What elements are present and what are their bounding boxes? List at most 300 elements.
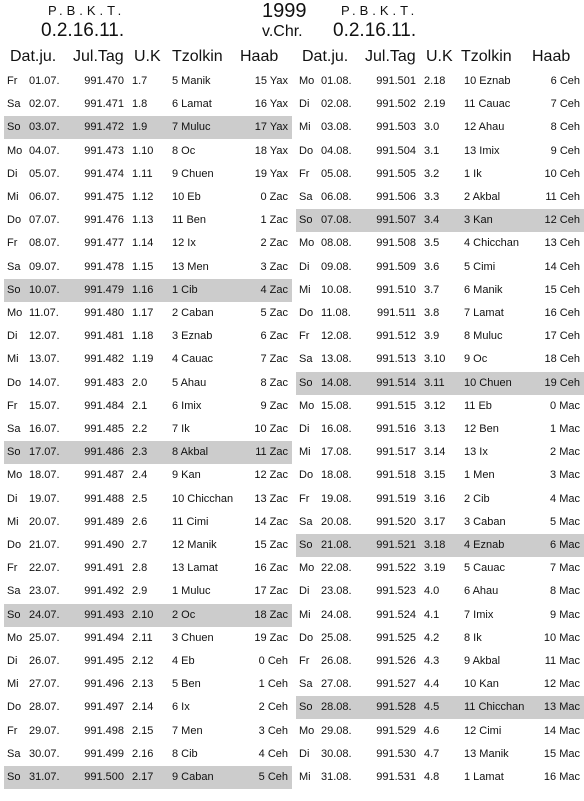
long-count-cell: 3.6 [424,260,440,273]
tzolkin-cell: 6 Manik [464,283,503,296]
col-header-uk-right: U.K [426,48,453,65]
date-cell: 27.07. [29,678,60,691]
haab-cell: 5 Ceh [258,771,288,783]
table-row [4,93,292,116]
julian-day-cell: 991.493 [84,608,124,621]
table-row [296,650,584,673]
weekday-cell: Mi [299,121,311,134]
weekday-cell: Mi [7,191,19,203]
haab-cell: 2 Ceh [258,701,288,714]
weekday-cell: Di [7,655,18,667]
julian-day-cell: 991.522 [376,562,416,575]
julian-day-cell: 991.501 [376,75,416,87]
julian-day-cell: 991.486 [84,446,124,459]
tzolkin-cell: 2 Akbal [464,191,501,203]
table-row [4,232,292,255]
col-header-julday-right: Jul.Tag [365,48,416,65]
date-cell: 08.07. [29,237,60,250]
haab-cell: 12 Ceh [544,214,580,227]
long-count-cell: 1.13 [132,214,154,227]
tzolkin-cell: 12 Cimi [464,724,502,737]
haab-cell: 18 Zac [254,608,288,621]
long-count-cell: 3.16 [424,492,446,505]
long-count-cell: 3.2 [424,167,440,180]
julian-day-cell: 991.489 [84,515,124,528]
tzolkin-cell: 9 Chuen [172,167,214,180]
date-cell: 22.07. [29,562,60,575]
long-count-cell: 1.7 [132,75,148,87]
weekday-cell: Mo [299,562,315,575]
long-count-cell: 2.2 [132,423,148,435]
julian-day-cell: 991.479 [84,283,124,296]
haab-cell: 1 Mac [550,423,580,435]
julian-day-cell: 991.500 [84,771,124,783]
julian-day-cell: 991.511 [377,307,416,319]
tzolkin-cell: 11 Cimi [172,515,209,528]
tzolkin-cell: 9 Akbal [464,655,501,667]
table-row [4,395,292,418]
haab-cell: 15 Mac [543,747,580,760]
long-count-cell: 1.16 [132,283,154,296]
haab-cell: 3 Ceh [258,724,288,737]
tzolkin-cell: 13 Imix [464,144,500,157]
weekday-cell: Do [7,701,22,714]
haab-cell: 18 Ceh [544,353,580,366]
haab-cell: 5 Zac [260,307,288,319]
table-row [296,418,584,441]
haab-cell: 9 Ceh [550,144,580,157]
right-code: 0.2.16.11. [333,20,417,41]
col-header-uk-left: U.K [134,48,161,65]
haab-cell: 12 Zac [254,469,288,482]
julian-day-cell: 991.481 [84,330,124,343]
haab-cell: 11 Mac [544,655,580,667]
long-count-cell: 3.10 [424,353,446,366]
julian-day-cell: 991.483 [84,376,124,389]
date-cell: 06.08. [321,191,352,203]
haab-cell: 14 Zac [254,515,288,528]
tzolkin-cell: 8 Cib [172,747,198,760]
haab-cell: 14 Mac [543,724,580,737]
julian-day-cell: 991.477 [84,237,124,250]
weekday-cell: Di [7,330,18,343]
haab-cell: 17 Zac [254,585,288,598]
weekday-cell: Mi [299,771,311,783]
haab-cell: 10 Zac [254,423,288,435]
weekday-cell: Do [299,631,314,644]
haab-cell: 15 Zac [254,539,288,551]
weekday-cell: Di [7,492,18,505]
haab-cell: 7 Mac [550,562,580,575]
julian-day-cell: 991.527 [376,678,416,691]
tzolkin-cell: 8 Muluc [464,330,503,343]
weekday-cell: So [7,771,21,783]
weekday-cell: Mi [299,446,311,459]
haab-cell: 8 Mac [550,585,580,598]
tzolkin-cell: 1 Men [464,469,495,482]
table-row [296,720,584,743]
year-label: 1999 [262,0,307,22]
tzolkin-cell: 13 Men [172,260,209,273]
date-cell: 23.07. [29,585,60,598]
date-cell: 14.07. [29,376,60,389]
tzolkin-cell: 7 Imix [464,608,494,621]
long-count-cell: 2.12 [132,655,154,667]
date-cell: 13.08. [321,353,352,366]
date-cell: 28.08. [321,701,352,714]
weekday-cell: So [7,446,21,459]
table-row [296,557,584,580]
tzolkin-cell: 8 Akbal [172,446,209,459]
table-row [296,93,584,116]
tzolkin-cell: 3 Chuen [172,631,214,644]
long-count-cell: 1.18 [132,330,154,343]
table-row [296,441,584,464]
long-count-cell: 1.9 [132,121,148,134]
tzolkin-cell: 7 Lamat [464,307,504,319]
julian-day-cell: 991.494 [84,631,124,644]
table-row [296,580,584,603]
long-count-cell: 2.18 [424,75,446,87]
long-count-cell: 4.6 [424,724,440,737]
table-row [4,418,292,441]
haab-cell: 16 Ceh [544,307,580,319]
weekday-cell: Fr [7,724,18,737]
haab-cell: 4 Zac [260,283,288,296]
haab-cell: 2 Zac [260,237,288,250]
date-cell: 07.08. [321,214,352,227]
table-row [4,673,292,696]
julian-day-cell: 991.526 [376,655,416,667]
haab-cell: 2 Mac [550,446,580,459]
weekday-cell: Di [7,167,18,180]
tzolkin-cell: 11 Eb [464,399,492,412]
long-count-cell: 3.13 [424,423,446,435]
long-count-cell: 3.11 [424,376,445,389]
tzolkin-cell: 9 Caban [172,771,214,783]
table-row [296,511,584,534]
table-row [296,325,584,348]
haab-cell: 17 Yax [254,121,288,134]
table-row [296,163,584,186]
long-count-cell: 3.5 [424,237,440,250]
long-count-cell: 3.8 [424,307,440,319]
long-count-cell: 2.16 [132,747,154,760]
weekday-cell: Mo [299,75,315,87]
weekday-cell: Fr [7,75,18,87]
julian-day-cell: 991.506 [376,191,416,203]
julian-day-cell: 991.484 [84,399,124,412]
long-count-cell: 3.7 [424,283,440,296]
julian-day-cell: 991.470 [84,75,124,87]
col-header-tzolkin-left: Tzolkin [172,48,223,65]
julian-day-cell: 991.504 [376,144,416,157]
weekday-cell: Di [299,423,310,435]
haab-cell: 11 Ceh [545,191,580,203]
weekday-cell: Mi [7,515,19,528]
date-cell: 01.08. [321,75,352,87]
date-cell: 27.08. [321,678,352,691]
table-row [296,696,584,719]
long-count-cell: 3.15 [424,469,446,482]
haab-cell: 3 Zac [260,260,288,273]
haab-cell: 10 Mac [543,631,580,644]
table-row [296,673,584,696]
table-row [296,186,584,209]
date-cell: 18.07. [29,469,60,482]
julian-day-cell: 991.471 [84,98,124,111]
haab-cell: 9 Mac [550,608,580,621]
table-row [4,163,292,186]
julian-day-cell: 991.472 [84,121,124,134]
weekday-cell: Do [7,214,22,227]
haab-cell: 9 Zac [260,399,288,412]
date-cell: 31.08. [321,771,352,783]
date-cell: 25.07. [29,631,60,644]
tzolkin-cell: 10 Chicchan [172,492,234,505]
left-title: P.B.K.T. [48,3,126,18]
weekday-cell: Fr [299,492,310,505]
date-cell: 12.08. [321,330,352,343]
table-row [296,766,584,789]
haab-cell: 8 Zac [260,376,288,389]
date-cell: 30.08. [321,747,352,760]
table-row [4,650,292,673]
julian-day-cell: 991.502 [376,98,416,111]
long-count-cell: 2.14 [132,701,154,714]
table-row [4,464,292,487]
table-row [296,488,584,511]
long-count-cell: 4.8 [424,771,440,783]
long-count-cell: 2.10 [132,608,154,621]
weekday-cell: Do [299,469,314,482]
julian-day-cell: 991.490 [84,539,124,551]
julian-day-cell: 991.519 [376,492,416,505]
weekday-cell: Fr [7,562,18,575]
tzolkin-cell: 7 Muluc [172,121,211,134]
date-cell: 30.07. [29,747,60,760]
weekday-cell: So [299,376,313,389]
date-cell: 18.08. [321,469,352,482]
weekday-cell: Sa [299,515,313,528]
weekday-cell: Sa [7,260,21,273]
weekday-cell: Mo [7,631,23,644]
weekday-cell: Sa [7,423,21,435]
long-count-cell: 2.13 [132,678,154,691]
date-cell: 29.08. [321,724,352,737]
julian-day-cell: 991.523 [376,585,416,598]
col-header-haab-left: Haab [240,48,279,65]
date-cell: 02.08. [321,98,352,111]
tzolkin-cell: 10 Eznab [464,75,511,87]
date-cell: 26.08. [321,655,352,667]
date-cell: 22.08. [321,562,352,575]
long-count-cell: 3.9 [424,330,440,343]
tzolkin-cell: 9 Kan [172,469,201,482]
weekday-cell: Di [299,747,310,760]
tzolkin-cell: 3 Eznab [172,330,213,343]
date-cell: 16.07. [29,423,60,435]
julian-day-cell: 991.531 [376,771,416,783]
weekday-cell: Mi [299,283,311,296]
haab-cell: 0 Ceh [258,655,288,667]
tzolkin-cell: 1 Cib [172,283,198,296]
date-cell: 03.07. [29,121,60,134]
haab-cell: 6 Zac [260,330,288,343]
weekday-cell: Mi [7,353,19,366]
date-cell: 25.08. [321,631,352,644]
weekday-cell: So [7,121,21,134]
date-cell: 03.08. [321,121,352,134]
weekday-cell: Do [299,144,314,157]
long-count-cell: 2.9 [132,585,148,598]
julian-day-cell: 991.515 [376,399,416,412]
long-count-cell: 4.5 [424,701,440,714]
long-count-cell: 4.3 [424,655,440,667]
table-row [4,372,292,395]
date-cell: 19.07. [29,492,60,505]
table-row [296,302,584,325]
haab-cell: 6 Ceh [550,75,580,87]
long-count-cell: 3.3 [424,191,440,203]
table-row [296,604,584,627]
table-row [4,488,292,511]
long-count-cell: 4.2 [424,631,440,644]
table-row [4,720,292,743]
long-count-cell: 2.7 [132,539,148,551]
tzolkin-cell: 11 Ben [172,214,207,227]
weekday-cell: Do [7,539,22,551]
long-count-cell: 1.10 [132,144,154,157]
tzolkin-cell: 3 Kan [464,214,493,227]
table-row [4,279,292,302]
tzolkin-cell: 8 Ik [464,631,482,644]
date-cell: 09.07. [29,260,60,273]
table-row [296,116,584,139]
weekday-cell: Sa [7,747,21,760]
haab-cell: 19 Ceh [544,376,580,389]
table-row [296,627,584,650]
weekday-cell: Mo [299,724,315,737]
weekday-cell: Di [299,585,310,598]
table-row [4,580,292,603]
tzolkin-cell: 7 Ik [172,423,190,435]
tzolkin-cell: 4 Eb [172,655,195,667]
haab-cell: 13 Ceh [544,237,580,250]
table-row [4,557,292,580]
weekday-cell: Mo [299,399,315,412]
julian-day-cell: 991.480 [84,307,124,319]
table-row [296,395,584,418]
weekday-cell: Fr [299,167,310,180]
date-cell: 10.07. [29,283,60,296]
julian-day-cell: 991.475 [84,191,124,203]
date-cell: 24.08. [321,608,352,621]
long-count-cell: 1.12 [132,191,154,203]
table-row [4,348,292,371]
table-row [296,209,584,232]
table-row [4,302,292,325]
date-cell: 24.07. [29,608,60,621]
tzolkin-cell: 12 Manik [172,539,217,551]
haab-cell: 3 Mac [550,469,580,482]
date-cell: 20.07. [29,515,60,528]
table-row [296,464,584,487]
table-row [296,140,584,163]
date-cell: 17.07. [29,446,60,459]
table-row [4,696,292,719]
table-row [4,511,292,534]
long-count-cell: 2.1 [132,399,148,412]
right-title: P.B.K.T. [341,3,419,18]
tzolkin-cell: 6 Imix [172,399,202,412]
tzolkin-cell: 2 Caban [172,307,214,319]
tzolkin-cell: 13 Ix [464,446,488,459]
tzolkin-cell: 4 Eznab [464,539,505,551]
haab-cell: 4 Ceh [258,747,288,760]
haab-cell: 12 Mac [543,678,580,691]
date-cell: 28.07. [29,701,60,714]
julian-day-cell: 991.514 [376,376,416,389]
long-count-cell: 1.19 [132,353,154,366]
long-count-cell: 3.18 [424,539,446,551]
table-row [4,116,292,139]
date-cell: 15.08. [321,399,352,412]
haab-cell: 19 Zac [254,631,288,644]
date-cell: 17.08. [321,446,352,459]
date-cell: 10.08. [321,283,352,296]
haab-cell: 16 Zac [254,562,288,575]
tzolkin-cell: 13 Manik [464,747,509,760]
tzolkin-cell: 5 Ben [172,678,201,691]
table-row [296,70,584,93]
table-row [4,627,292,650]
tzolkin-cell: 2 Cib [464,492,490,505]
table-row [4,441,292,464]
long-count-cell: 2.17 [132,771,154,783]
tzolkin-cell: 5 Cauac [464,562,505,575]
haab-cell: 13 Zac [254,492,288,505]
table-row [296,256,584,279]
table-row [4,534,292,557]
long-count-cell: 2.15 [132,724,154,737]
tzolkin-cell: 6 Lamat [172,98,212,111]
tzolkin-cell: 12 Ben [464,423,499,435]
haab-cell: 11 Zac [255,446,288,459]
tzolkin-cell: 6 Ix [172,701,190,714]
long-count-cell: 4.4 [424,678,440,691]
julian-day-cell: 991.516 [376,423,416,435]
weekday-cell: Mo [7,307,23,319]
col-header-date-right: Dat.ju. [302,48,349,65]
weekday-cell: Do [299,307,314,319]
date-cell: 16.08. [321,423,352,435]
table-row [4,325,292,348]
long-count-cell: 1.14 [132,237,154,250]
haab-cell: 8 Ceh [550,121,580,134]
tzolkin-cell: 12 Ix [172,237,196,250]
col-header-haab-right: Haab [532,48,571,65]
haab-cell: 18 Yax [254,144,288,157]
col-header-date-left: Dat.ju. [10,48,57,65]
weekday-cell: Mo [7,469,23,482]
julian-day-cell: 991.521 [376,539,416,551]
long-count-cell: 3.14 [424,446,446,459]
weekday-cell: So [299,214,313,227]
tzolkin-cell: 4 Cauac [172,353,213,366]
julian-day-cell: 991.525 [376,631,416,644]
tzolkin-cell: 5 Manik [172,75,211,87]
